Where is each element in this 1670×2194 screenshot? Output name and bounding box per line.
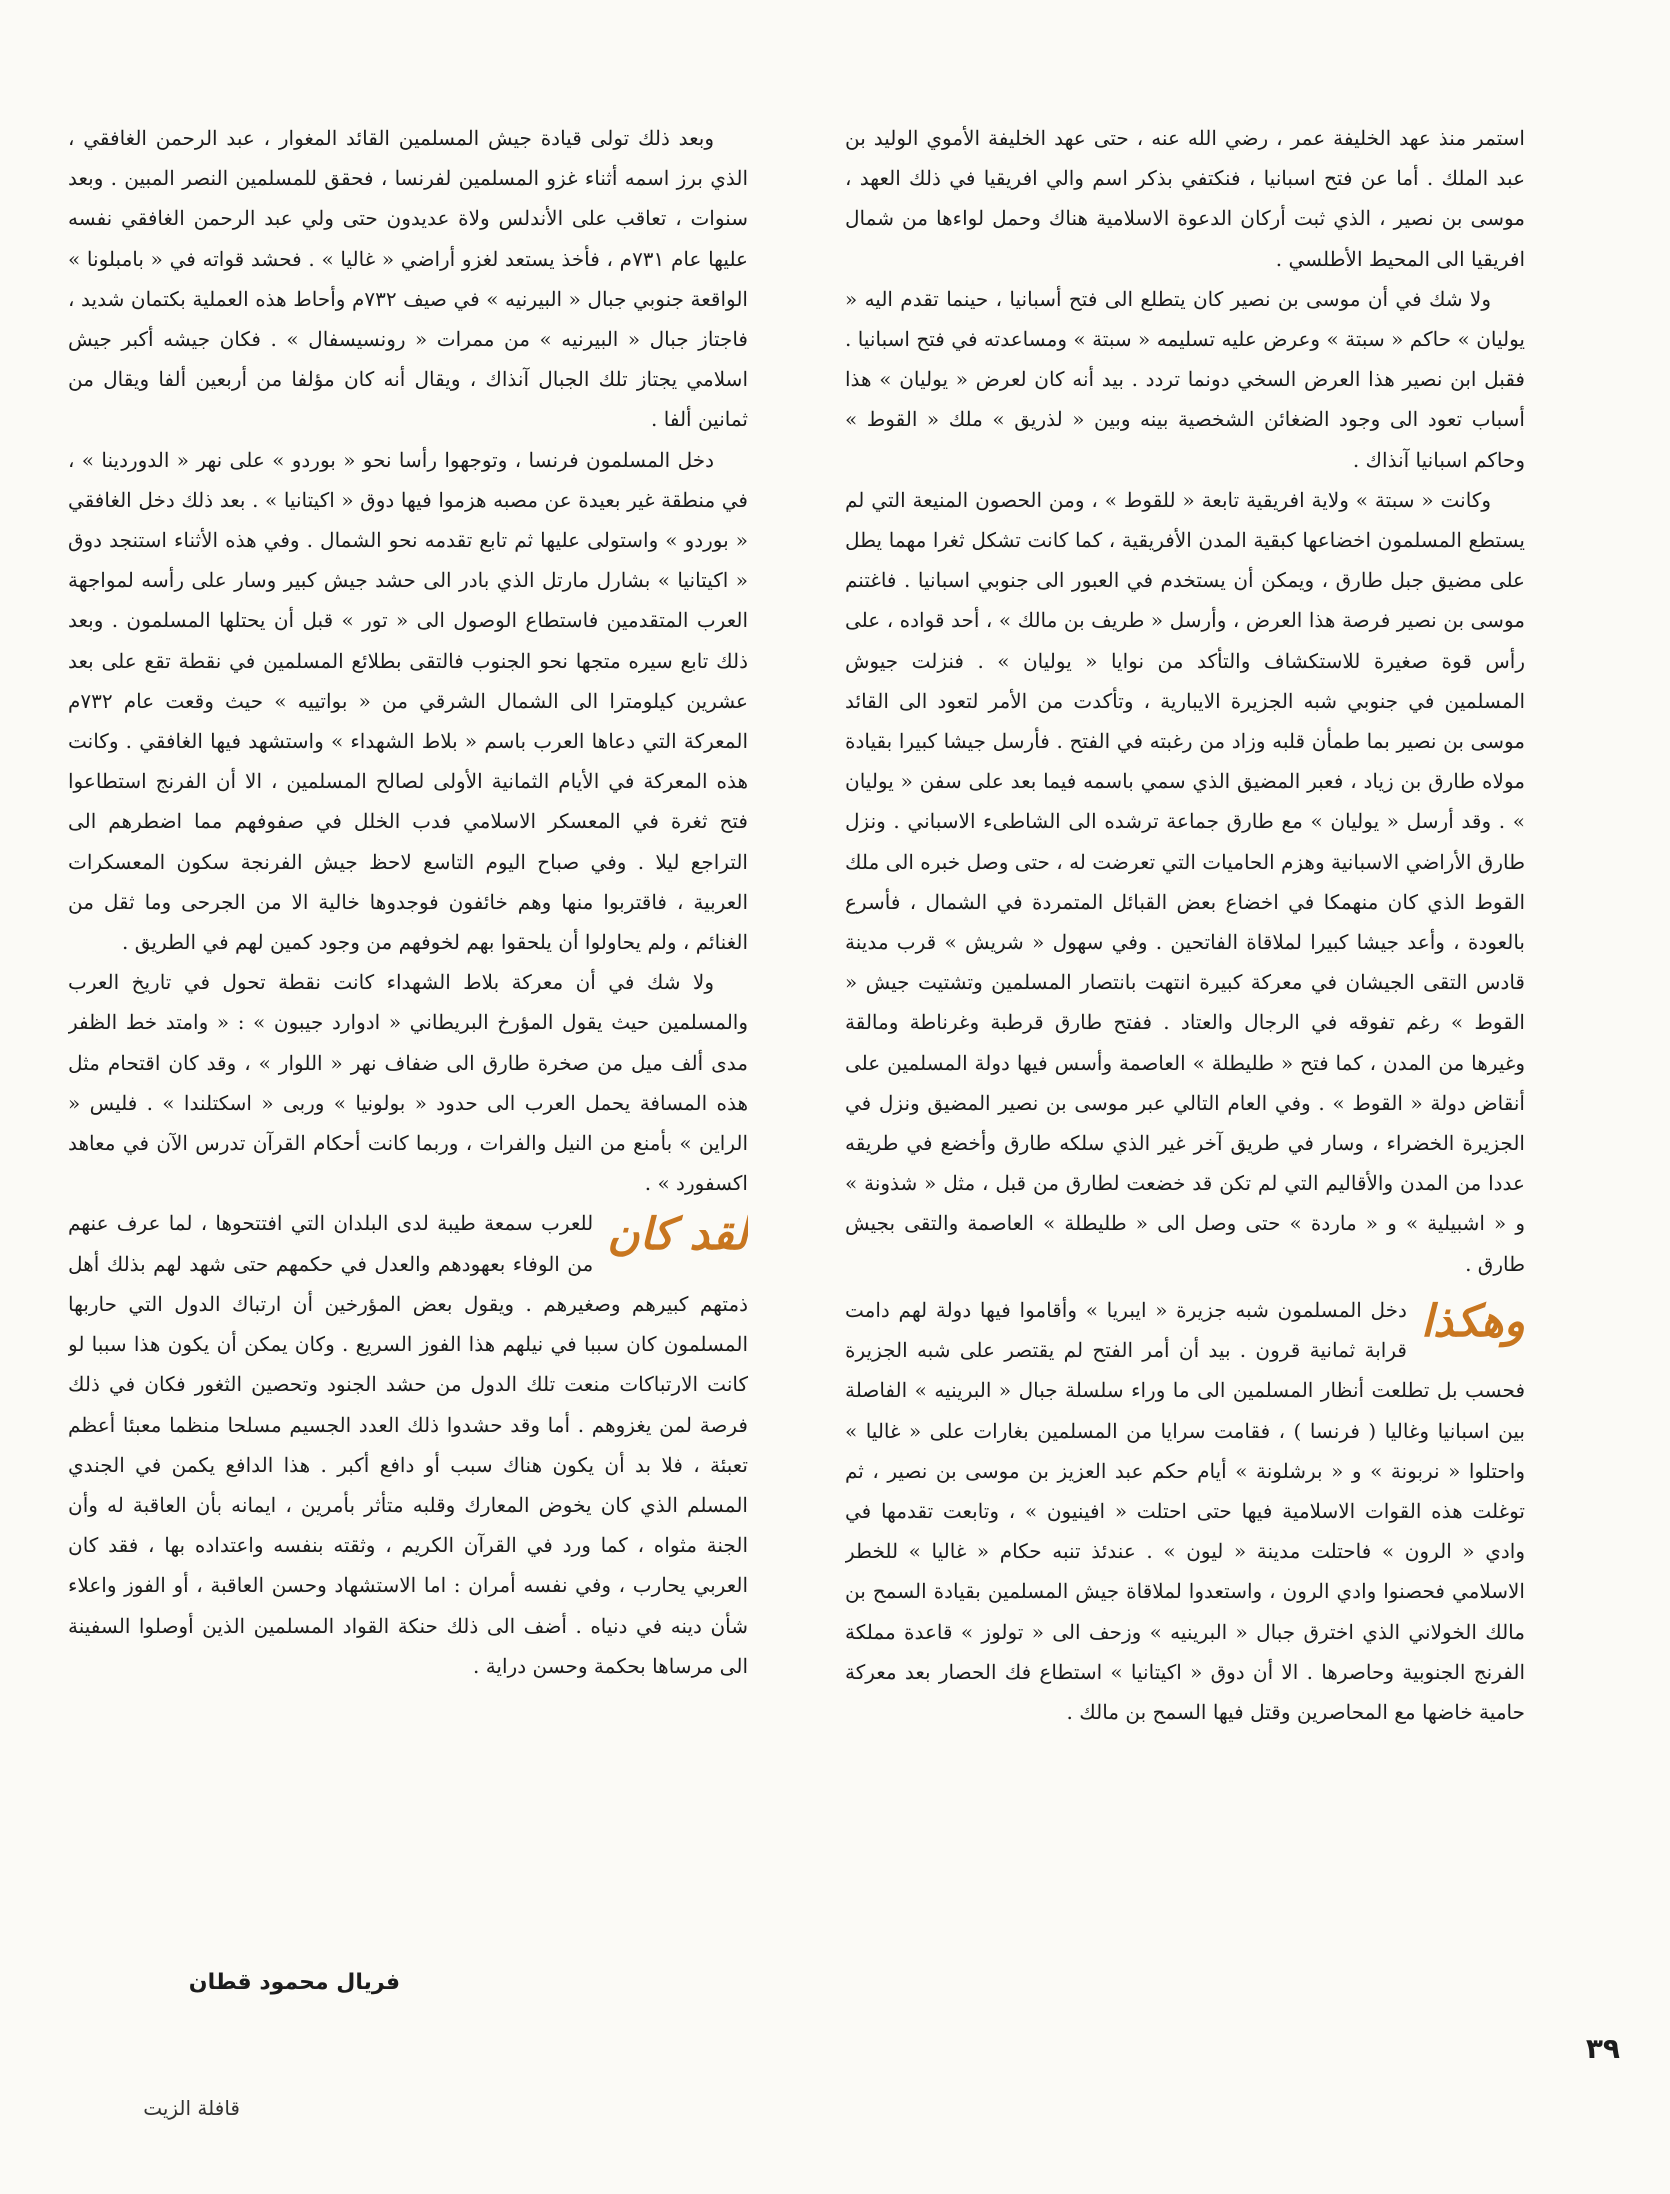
paragraph-with-decorative-word (845, 1290, 1525, 1732)
author-name: فريال محمود قطان (188, 1970, 400, 1995)
magazine-name: قافلة الزيت (143, 2096, 240, 2120)
decorative-word-hakatha: وهكذا (1420, 1295, 1525, 1347)
paragraph-with-decorative-word (68, 1203, 748, 1685)
paragraph-text: دخل المسلمون شبه جزيرة « ايبريا » وأقاموا فيها دولة لهم دامت قرابة ثمانية قرون . بيد أن أمر الفتح لم يقتصر على شبه الجزيرة فحسب بل تطلعت أنظار المسلمين الى ما وراء سلسلة جبال « البرينيه » الفاصلة بين اسبانيا وغاليا ( فرنسا ) ، فقامت سرايا من المسلمين بغارات على « غاليا » واحتلوا « نربونة » و « برشلونة » أيام حكم عبد العزيز بن موسى بن نصير ، ثم توغلت هذه القوات الاسلامية فيها حتى احتلت « افينيون » ، وتابعت تقدمها في وادي « الرون » فاحتلت مدينة « ليون » . عندئذ تنبه حكام « غاليا » للخطر الاسلامي فحصنوا وادي الرون ، واستعدوا لملاقاة جيش المسلمين بقيادة السمح بن مالك الخولاني الذي اخترق جبال « البرينيه » وزحف الى « تولوز » قاعدة مملكة الفرنج الجنوبية وحاصرها . الا أن دوق « اكيتانيا » استطاع فك الحصار بعد معركة حامية خاضها مع المحاصرين وقتل فيها السمح بن مالك . (845, 1297, 1525, 1724)
paragraph: وبعد ذلك تولى قيادة جيش المسلمين القائد المغوار ، عبد الرحمن الغافقي ، الذي برز اسمه أثناء غزو المسلمين لفرنسا ، فحقق للمسلمين النصر المبين . وبعد سنوات ، تعاقب على الأندلس ولاة عديدون حتى ولي عبد الرحمن الغافقي نفسه عليها عام ٧٣١م ، فأخذ يستعد لغزو أراضي « غاليا » . فحشد قواته في « بامبلونا » الواقعة جنوبي جبال « البيرنيه » في صيف ٧٣٢م وأحاط هذه العملية بكتمان شديد ، فاجتاز جبال « البيرنيه » من ممرات « رونسيسفال » . فكان جيشه أكبر جيش اسلامي يجتاز تلك الجبال آنذاك ، ويقال أنه كان مؤلفا من أربعين ألفا ويقال من ثمانين ألفا . (68, 126, 748, 432)
paragraph: استمر منذ عهد الخليفة عمر ، رضي الله عنه ، حتى عهد الخليفة الأموي الوليد بن عبد الملك . أما عن فتح اسبانيا ، فنكتفي بذكر اسم والي افريقيا في ذلك العهد ، موسى بن نصير ، الذي ثبت أركان الدعوة الاسلامية هناك وحمل لواءها من شمال افريقيا الى المحيط الأطلسي . (845, 126, 1525, 271)
paragraph: ولا شك في أن معركة بلاط الشهداء كانت نقطة تحول في تاريخ العرب والمسلمين حيث يقول المؤرخ البريطاني « ادوارد جيبون » : « وامتد خط الظفر مدى ألف ميل من صخرة طارق الى ضفاف نهر « اللوار » ، وقد كان اقتحام مثل هذه المسافة يحمل العرب الى حدود « بولونيا » وربى « اسكتلندا » . فليس « الراين » بأمنع من النيل والفرات ، وربما كانت أحكام القرآن تدرس الآن في معاهد اكسفورد » . (68, 970, 748, 1196)
paragraph: دخل المسلمون فرنسا ، وتوجهوا رأسا نحو « بوردو » على نهر « الدوردينا » ، في منطقة غير بعيدة عن مصبه هزموا فيها دوق « اكيتانيا » . بعد ذلك دخل الغافقي « بوردو » واستولى عليها ثم تابع تقدمه نحو الشمال . وفي هذه الأثناء استنجد دوق « اكيتانيا » بشارل مارتل الذي بادر الى حشد جيش كبير وسار على رأسه لمواجهة العرب المتقدمين فاستطاع الوصول الى « تور » قبل أن يحتلها المسلمون . وبعد ذلك تابع سيره متجها نحو الجنوب فالتقى بطلائع المسلمين في نقطة تقع على بعد عشرين كيلومترا الى الشمال الشرقي من « بواتييه » حيث وقعت عام ٧٣٢م المعركة التي دعاها العرب باسم « بلاط الشهداء » واستشهد فيها الغافقي . وكانت هذه المعركة في الأيام الثمانية الأولى لصالح المسلمين ، الا أن الفرنج استطاعوا فتح ثغرة في المعسكر الاسلامي فدب الخلل في صفوفهم مما اضطرهم الى التراجع ليلا . وفي صباح اليوم التاسع لاحظ جيش الفرنجة سكون المعسكرات العربية ، فاقتربوا منها وهم خائفون فوجدوها خالية الا من الجرحى وما ثقل من الغنائم ، ولم يحاولوا أن يلحقوا بهم لخوفهم من وجود كمين لهم في الطريق . (68, 447, 748, 955)
paragraph-text: للعرب سمعة طيبة لدى البلدان التي افتتحوها ، لما عرف عنهم من الوفاء بعهودهم والعدل في حكمهم حتى شهد لهم بذلك أهل ذمتهم كبيرهم وصغيرهم . ويقول بعض المؤرخين أن ارتباك الدول التي حاربها المسلمون كان سببا في نيلهم هذا الفوز السريع . وكان يمكن أن يكون هذا سببا لو كانت الارتباكات منعت تلك الدول من حشد الجنود وتحصين الثغور فكان في ذلك فرصة لمن يغزوهم . أما وقد حشدوا ذلك العدد الجسيم مسلحا منظما معبئا أعظم تعبئة ، فلا بد أن يكون هناك سبب أو دافع أكبر . هذا الدافع يكمن في الجندي المسلم الذي كان يخوض المعارك وقلبه متأثر بأمرين ، ايمانه بأن العاقبة له وأن الجنة مثواه ، كما ورد في القرآن الكريم ، وثقته بنفسه واعتداده بها ، فقد كان العربي يحارب ، وفي نفسه أمران : اما الاستشهاد وحسن العاقبة ، أو الفوز واعلاء شأن دينه في دنياه . أضف الى ذلك حنكة القواد المسلمين الذين أوصلوا السفينة الى مرساها بحكمة وحسن دراية . (68, 1211, 748, 1678)
paragraph: ولا شك في أن موسى بن نصير كان يتطلع الى فتح أسبانيا ، حينما تقدم اليه « يوليان » حاكم « سبتة » وعرض عليه تسليمه « سبتة » ومساعدته في فتح اسبانيا . فقبل ابن نصير هذا العرض السخي دونما تردد . بيد أنه كان لعرض « يوليان » هذا أسباب تعود الى وجود الضغائن الشخصية بينه وبين « لذريق » ملك « القوط » وحاكم اسبانيا آنذاك . (845, 286, 1525, 472)
left-column (68, 118, 748, 2018)
page-number: ٣٩ (1585, 2032, 1620, 2065)
paragraph: وكانت « سبتة » ولاية افريقية تابعة « للقوط » ، ومن الحصون المنيعة التي لم يستطع المسلمون اخضاعها كبقية المدن الأفريقية ، كما كانت تشكل ثغرا مهما يطل على مضيق جبل طارق ، ويمكن أن يستخدم في العبور الى جنوبي اسبانيا . فاغتنم موسى بن نصير فرصة هذا العرض ، وأرسل « طريف بن مالك » ، أحد قواده ، على رأس قوة صغيرة للاستكشاف والتأكد من نوايا « يوليان » . فنزلت جيوش المسلمين في جنوبي شبه الجزيرة الايبارية ، وتأكدت من الأمر لتعود الى القائد موسى بن نصير بما طمأن قلبه وزاد من رغبته في الفتح . فأرسل جيشا كبيرا بقيادة مولاه طارق بن زياد ، فعبر المضيق الذي سمي باسمه فيما بعد على سفن « يوليان » . وقد أرسل « يوليان » مع طارق جماعة ترشده الى الشاطىء الاسباني . ونزل طارق الأراضي الاسبانية وهزم الحاميات التي تعرضت له ، حتى وصل خبره الى ملك القوط الذي كان منهمكا في اخضاع بعض القبائل المتمردة في الشمال ، فأسرع بالعودة ، وأعد جيشا كبيرا لملاقاة الفاتحين . وفي سهول « شريش » قرب مدينة قادس التقى الجيشان في معركة كبيرة انتهت بانتصار المسلمين وتشتيت جيش « القوط » رغم تفوقه في الرجال والعتاد . ففتح طارق قرطبة وغرناطة ومالقة وغيرها من المدن ، كما فتح « طليطلة » العاصمة وأسس فيها دولة المسلمين على أنقاض دولة « القوط » . وفي العام التالي عبر موسى بن نصير المضيق ونزل في الجزيرة الخضراء ، وسار في طريق آخر غير الذي سلكه طارق وأخضع في طريقه عددا من المدن والأقاليم التي لم تكن قد خضعت لطارق من قبل ، مثل « شذونة » و « اشبيلية » و « ماردة » حتى وصل الى « طليطلة » العاصمة والتقى بجيش طارق . (845, 487, 1525, 1276)
right-column (845, 118, 1525, 2038)
decorative-word-kan: لقد كان (607, 1209, 748, 1261)
